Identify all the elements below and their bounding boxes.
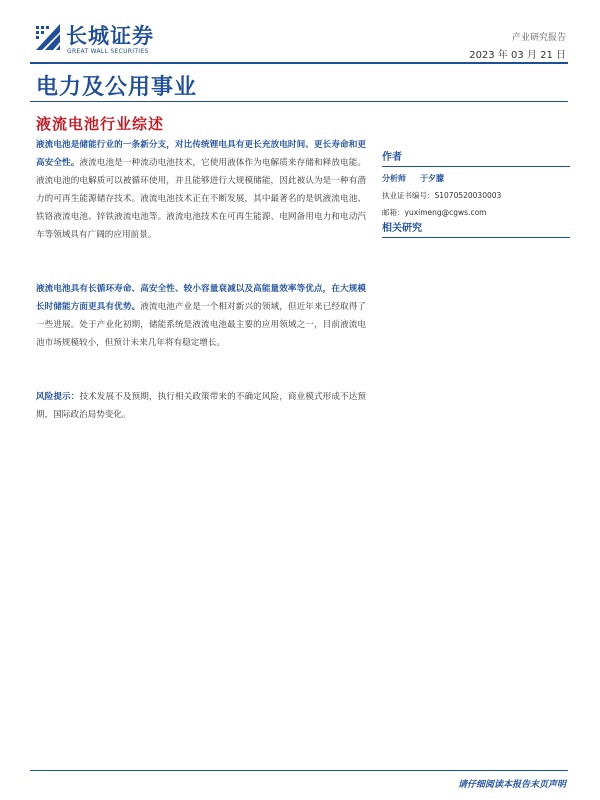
logo-chinese-name: 长城证券 [66, 24, 154, 48]
logo-english-name: GREAT WALL SECURITIES [67, 48, 149, 55]
summary-paragraph [36, 280, 366, 352]
risk-warning-label: 风险提示： [36, 392, 80, 402]
industry-divider [30, 101, 568, 102]
paragraph-body: 液流电池是一种流动电池技术，它使用液体作为电解质来存储和释放电能。液流电池的电解质可以被循环使用，并且能够进行大规模储能，因此被认为是一种有潜力的可再生能源储存技术。液流电池技术正在不断发展，其中最著名的是钒液流电池、铁铬液流电池、锌铁液流电池等。液流电池技术在可再生能源、电网备用电力和电动汽车等领域具有广阔的应用前景。 [36, 158, 366, 240]
footer-divider [30, 770, 568, 771]
summary-paragraph [36, 136, 366, 244]
analyst-line [382, 173, 570, 184]
risk-warning-body: 技术发展不及预期，执行相关政策带来的不确定风险，商业模式形成不达预期，国际政治局势变化。 [36, 392, 366, 420]
risk-warning-paragraph [36, 388, 366, 424]
footer-disclaimer: 请仔细阅读本报告末页声明 [457, 780, 566, 790]
company-logo [34, 18, 164, 62]
header-divider [30, 62, 568, 64]
industry-heading: 电力及公用事业 [36, 75, 198, 100]
author-panel [382, 148, 570, 218]
paragraph-body: 液流电池产业是一个相对新兴的领域，但近年来已经取得了一些进展。处于产业化初期，储能系统是液流电池最主要的应用领域之一，目前液流电池市场规模较小，但预计未来几年将有稳定增长。 [36, 302, 366, 348]
great-wall-logo-icon [34, 22, 62, 52]
report-title: 液流电池行业综述 [36, 115, 165, 133]
report-date: 2023 年 03 月 21 日 [469, 50, 566, 61]
analyst-label: 分析师 [382, 174, 406, 183]
paragraph-lead: 液流电池是储能行业的一条新分支，对比传统锂电具有更长充放电时间、更长寿命和更高安全性。 [36, 140, 366, 168]
paragraph-lead: 液流电池具有长循环寿命、高安全性、较小容量衰减以及高能量效率等优点，在大规模长时储能方面更具有优势。 [36, 284, 366, 312]
analyst-name: 于夕朦 [420, 174, 444, 183]
related-research-heading: 相关研究 [382, 219, 570, 238]
license-number: 执业证书编号：S1070520030003 [382, 191, 502, 200]
analyst-email[interactable]: 邮箱：yuximeng@cgws.com [382, 208, 487, 217]
author-heading: 作者 [382, 148, 570, 167]
report-type: 产业研究报告 [511, 33, 566, 43]
related-research-panel [382, 219, 570, 238]
